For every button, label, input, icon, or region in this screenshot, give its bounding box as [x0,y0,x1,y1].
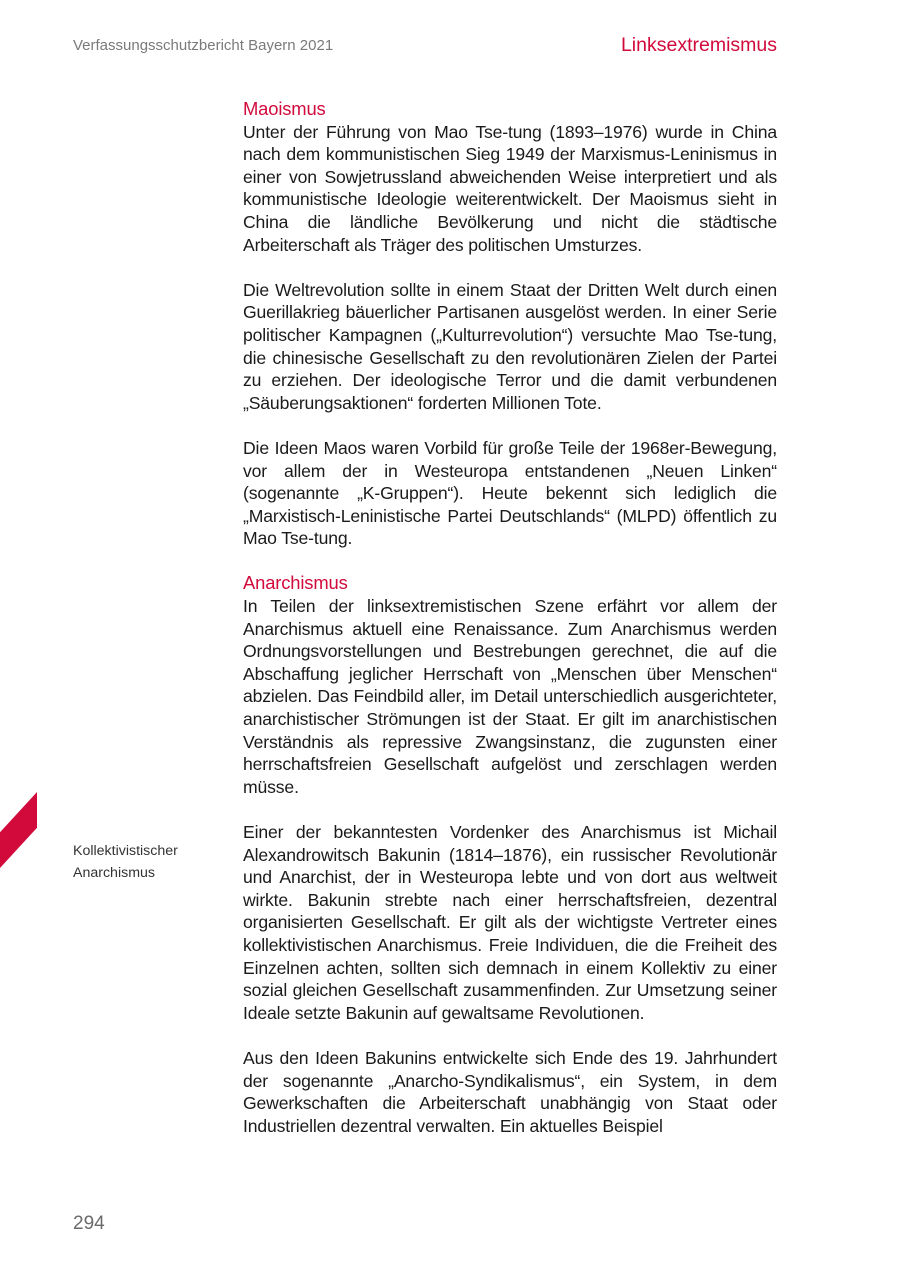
page-number: 294 [73,1213,105,1234]
section-title: Linksextremismus [620,34,777,56]
paragraph: Unter der Führung von Mao Tse-tung (1893–1976) wurde in China nach dem kommunistischen Sieg 1949 der Marxismus-Leninismus in einer von Sowjetrussland abweichenden Weise interpretiert und als kommunistische Ideologie weiterentwickelt. Der Maoismus sieht in China die ländliche Bevölkerung und nicht die städtische Arbeiterschaft als Träger des politischen Umsturzes. [243,121,777,255]
section-marker-tab [0,792,37,868]
paragraph: Einer der bekanntesten Vordenker des Anarchismus ist Michail Alexandrowitsch Bakunin (1814–1876), ein russischer Revolutionär und Anarchist, der in Westeuropa lebte und von dort aus weltweit wirkte. Bakunin strebte nach einer herrschaftsfreien, dezentral organisierten Gesellschaft. Er gilt als der wichtigste Vertreter eines kollektivistischen Anarchismus. Freie Individuen, die die Freiheit des Einzelnen achten, sollten sich demnach in einem Kollektiv zu einer sozial gleichen Gesellschaft zusammenfinden. Zur Umsetzung seiner Ideale setzte Bakunin auf gewaltsame Revolutionen. [243,822,777,1023]
paragraph: In Teilen der linksextremistischen Szene erfährt vor allem der Anarchismus aktuell eine Renaissance. Zum Anarchismus werden Ordnungsvorstellungen und Bestrebungen gerechnet, die auf die Abschaffung jeglicher Herrschaft von „Menschen über Menschen“ abzielen. Das Feindbild aller, im Detail unterschiedlich ausgerichteter, anarchistischer Strömungen ist der Staat. Er gilt im anarchistischen Verständnis als repressive Zwangsinstanz, die zugunsten einer herrschaftsfreien Gesellschaft aufgelöst und zerschlagen werden müsse. [243,596,777,797]
paragraph: Aus den Ideen Bakunins entwickelte sich Ende des 19. Jahrhundert der sogenannte „Anarcho-Syndikalismus“, ein System, in dem Gewerkschaften die Arbeiterschaft unabhängig von Staat oder Industriellen dezentral verwalten. Ein aktuelles Beispiel [243,1047,777,1136]
paragraph: Die Ideen Maos waren Vorbild für große Teile der 1968er-Bewegung, vor allem der in Westeuropa entstandenen „Neuen Linken“ (sogenannte „K-Gruppen“). Heute bekennt sich lediglich die „Marxistisch-Leninistische Partei Deutschlands“ (MLPD) öffentlich zu Mao Tse-tung. [243,437,777,549]
heading-maoismus: Maoismus [243,98,326,119]
margin-note [73,840,223,884]
margin-note-line: Kollektivistischer [73,843,178,859]
running-header: Verfassungsschutzbericht Bayern 2021 [73,37,334,54]
heading-anarchismus: Anarchismus [243,572,348,594]
paragraph: Die Weltrevolution sollte in einem Staat der Dritten Welt durch einen Guerillakrieg bäuerlicher Partisanen ausgelöst werden. In einer Serie politischer Kampagnen („Kulturrevolution“) versuchte Mao Tse-tung, die chinesische Gesellschaft zu den revolutionären Zielen der Partei zu erziehen. Der ideologische Terror und die damit verbundenen „Säuberungsaktionen“ forderten Millionen Tote. [243,279,777,413]
margin-note-line: Anarchismus [73,865,156,881]
body-content [243,98,777,1160]
